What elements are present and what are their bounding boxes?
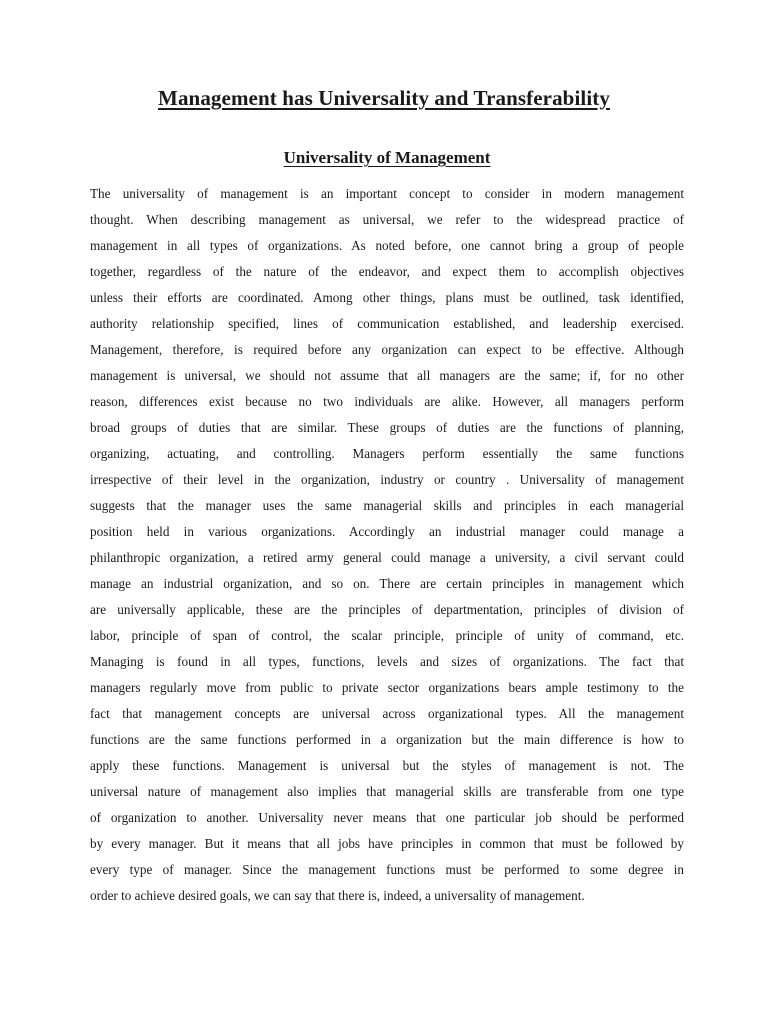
document-title: Management has Universality and Transferability [158,86,610,110]
paragraph-line: manage an industrial organization, and so on. There are certain principles in management which [90,576,684,591]
paragraph-line: reason, differences exist because no two individuals are alike. However, all managers perform [90,394,684,409]
paragraph-line: organizing, actuating, and controlling. Managers perform essentially the same functions [90,446,684,461]
paragraph-line: The universality of management is an important concept to consider in modern management [90,186,684,201]
paragraph-line: managers regularly move from public to private sector organizations bears ample testimony to the [90,680,684,695]
paragraph-line: by every manager. But it means that all jobs have principles in common that must be followed by [90,836,684,851]
paragraph-line: apply these functions. Management is universal but the styles of management is not. The [90,758,684,773]
paragraph-line: labor, principle of span of control, the scalar principle, principle of unity of command, etc. [90,628,684,643]
section-heading: Universality of Management [283,148,491,167]
paragraph-line: are universally applicable, these are the principles of departmentation, principles of division of [90,602,684,617]
paragraph-line: every type of manager. Since the management functions must be performed to some degree in [90,862,684,877]
paragraph-line: management in all types of organizations. As noted before, one cannot bring a group of people [90,238,684,253]
paragraph-line: suggests that the manager uses the same managerial skills and principles in each managerial [90,498,684,513]
paragraph-line: functions are the same functions performed in a organization but the main difference is how to [90,732,684,747]
paragraph-line: broad groups of duties that are similar. These groups of duties are the functions of planning, [90,420,684,435]
paragraph-line: Management, therefore, is required before any organization can expect to be effective. Although [90,342,684,357]
paragraph-line: order to achieve desired goals, we can say that there is, indeed, a universality of management. [90,888,585,903]
paragraph-line: authority relationship specified, lines of communication established, and leadership exercised. [90,316,684,331]
paragraph-line: thought. When describing management as universal, we refer to the widespread practice of [90,212,684,227]
paragraph-line: philanthropic organization, a retired army general could manage a university, a civil servant could [90,550,684,565]
paragraph-line: together, regardless of the nature of the endeavor, and expect them to accomplish objectives [90,264,684,279]
paragraph-line: management is universal, we should not assume that all managers are the same; if, for no other [90,368,684,383]
paragraph-line: of organization to another. Universality never means that one particular job should be performed [90,810,684,825]
paragraph-line: universal nature of management also implies that managerial skills are transferable from one type [90,784,684,799]
paragraph-line: irrespective of their level in the organization, industry or country . Universality of management [90,472,684,487]
paragraph-line: fact that management concepts are universal across organizational types. All the management [90,706,684,721]
paragraph-line: unless their efforts are coordinated. Among other things, plans must be outlined, task identified, [90,290,684,305]
paragraph-line: Managing is found in all types, functions, levels and sizes of organizations. The fact that [90,654,684,669]
paragraph-line: position held in various organizations. Accordingly an industrial manager could manage a [90,524,684,539]
body-paragraph [90,181,684,909]
